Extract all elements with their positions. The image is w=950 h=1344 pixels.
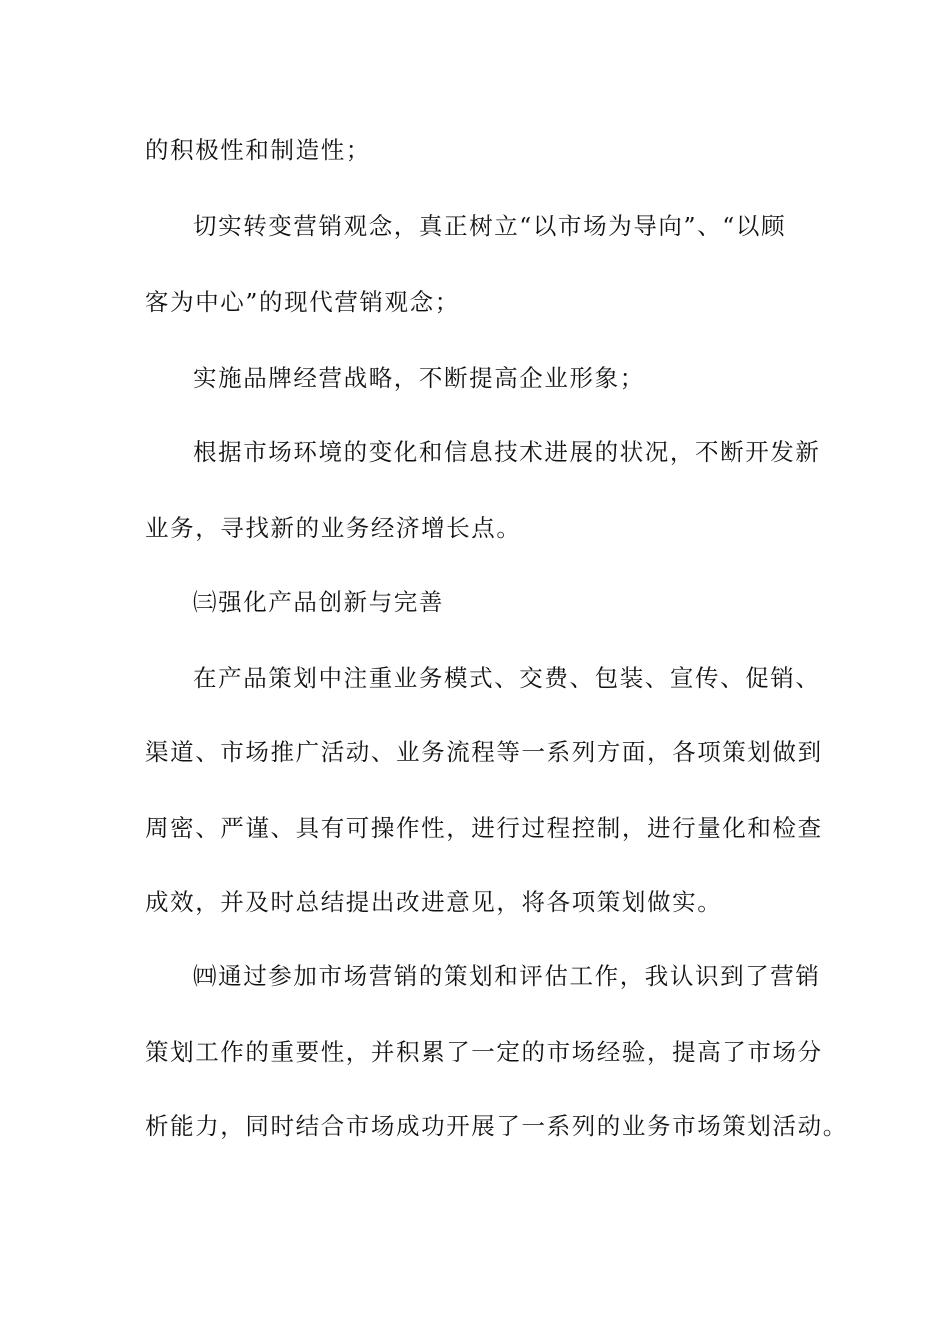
text-line: 渠道、市场推广活动、业务流程等一系列方面，各项策划做到 <box>145 738 823 766</box>
paragraph-line: 在产品策划中注重业务模式、交费、包装、宣传、促销、 <box>193 664 821 692</box>
text-line: 的积极性和制造性； <box>145 136 371 164</box>
text-line: 析能力，同时结合市场成功开展了一系列的业务市场策划活动。 <box>145 1112 848 1140</box>
text-line: 业务，寻找新的业务经济增长点。 <box>145 514 522 542</box>
text-line: 策划工作的重要性，并积累了一定的市场经验，提高了市场分 <box>145 1038 823 1066</box>
text-line: 周密、严谨、具有可操作性，进行过程控制，进行量化和检查 <box>145 814 823 842</box>
paragraph-line: 实施品牌经营战略，不断提高企业形象； <box>193 364 645 392</box>
section-heading: ㈢强化产品创新与完善 <box>193 588 444 616</box>
text-line: 客为中心”的现代营销观念； <box>145 288 460 316</box>
paragraph-line: 切实转变营销观念，真正树立“以市场为导向”、“以顾 <box>193 212 787 240</box>
paragraph-line: ㈣通过参加市场营销的策划和评估工作，我认识到了营销 <box>193 962 821 990</box>
text-line: 成效，并及时总结提出改进意见，将各项策划做实。 <box>145 888 723 916</box>
paragraph-line: 根据市场环境的变化和信息技术进展的状况，不断开发新 <box>193 438 821 466</box>
